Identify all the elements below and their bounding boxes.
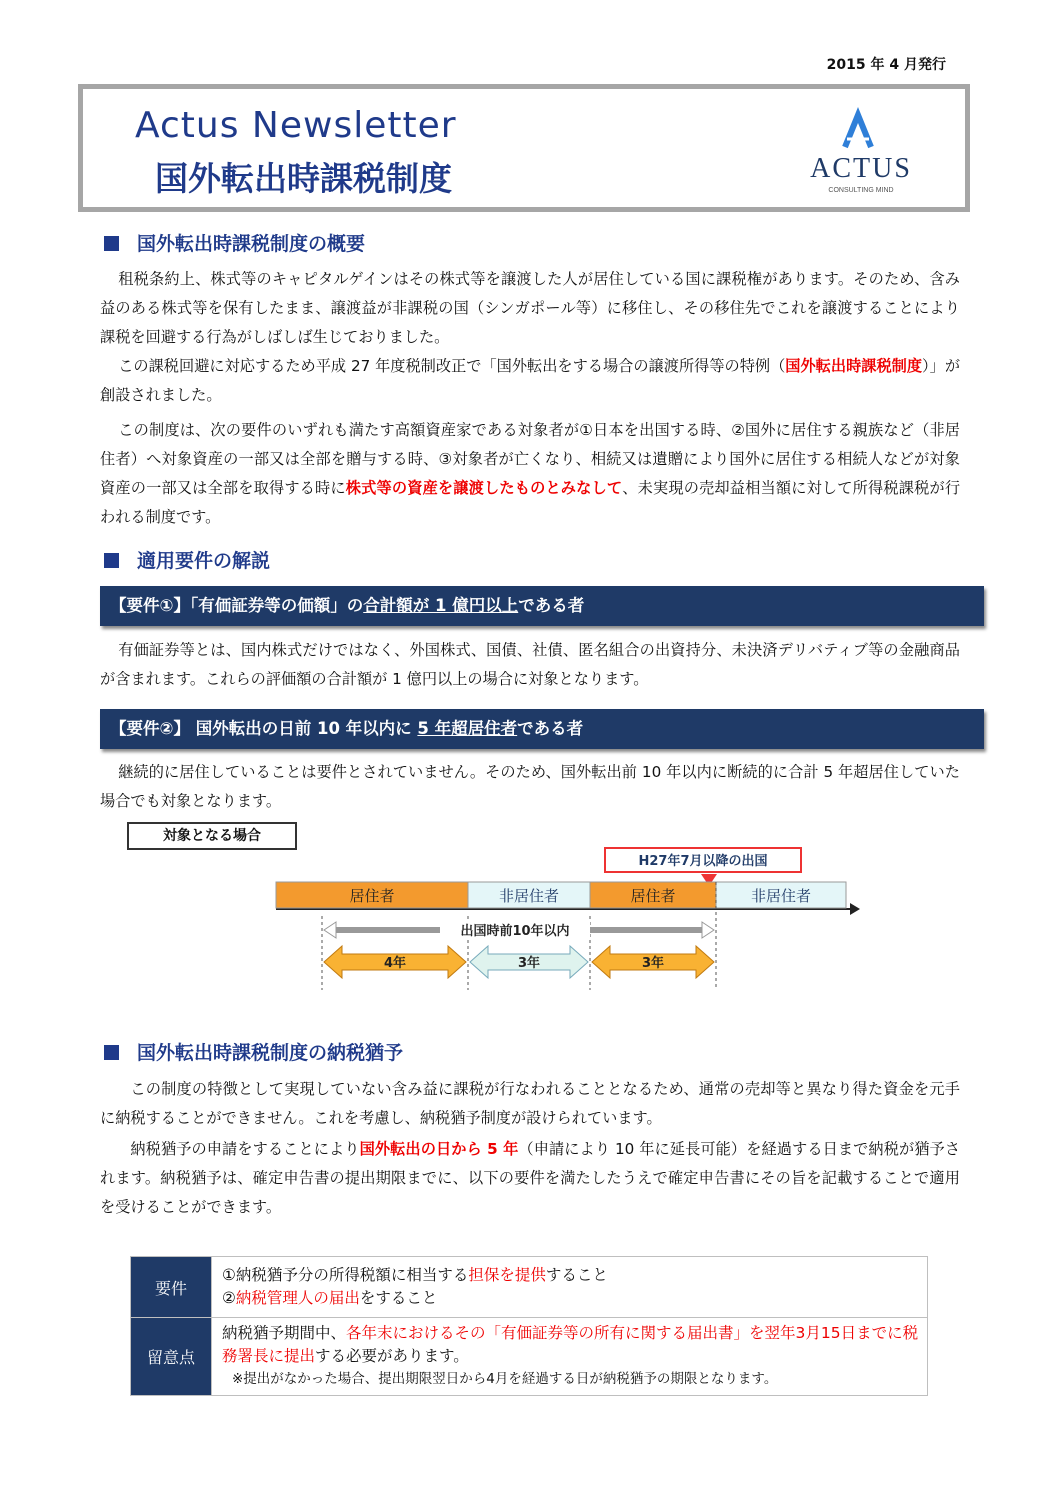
overview-paragraph-3: この制度は、次の要件のいずれも満たす高額資産家である対象者が①日本を出国する時、②国外に居住する親族など（非居住者）へ対象資産の一部又は全部を贈与する時、③対象者が亡くなり、相続又は遺贈により国外に居住する相続人などが対象資産の一部又は全部を取得する時に株式等の資産を譲渡したものとみなして、未実現の売却益相当額に対して所得税課税が行われる制度です。 [100, 421, 961, 526]
duration-label: 3年 [517, 956, 541, 971]
newsletter-subtitle: 国外転出時課税制度 [155, 159, 452, 198]
table-row [131, 1257, 928, 1318]
logo-tagline: CONSULTING MIND [828, 187, 894, 194]
span-label: 出国時前10年以内 [460, 924, 570, 939]
segment-label: 居住者 [630, 887, 676, 905]
issue-date: 2015 年 4 月発行 [826, 57, 946, 73]
row-label-notes: 留意点 [131, 1318, 212, 1396]
segment-label: 非居住者 [750, 887, 812, 905]
bullet-square-icon [104, 1045, 119, 1060]
overview-paragraph-2: この課税回避に対応するため平成 27 年度税制改正で「国外転出をする場合の譲渡所得等の特例（国外転出時課税制度）」が創設されました。 [100, 357, 961, 404]
duration-label: 3年 [641, 956, 665, 971]
case-label: 対象となる場合 [127, 822, 297, 850]
bullet-square-icon [104, 553, 119, 568]
arrow-head-icon [850, 903, 860, 915]
requirement-1-text: 有価証券等とは、国内株式だけではなく、外国株式、国債、社債、匿名組合の出資持分、未決済デリバティブ等の金融商品が含まれます。これらの評価額の合計額が 1 億円以上の場合に対象となります。 [100, 641, 960, 688]
table-row [131, 1318, 928, 1396]
deferral-requirements-table [130, 1256, 928, 1396]
section-heading-overview: 国外転出時課税制度の概要 [104, 229, 365, 256]
deferral-paragraph-2: 納税猶予の申請をすることにより国外転出の日から 5 年（申請により 10 年に延長可能）を経過する日まで納税が猶予されます。納税猶予は、確定申告書の提出期限までに、以下の要件を満たしたうえで確定申告書にその旨を記載することで適用を受けることができます。 [100, 1140, 961, 1216]
actus-logo [801, 103, 921, 195]
overview-paragraph-1: 租税条約上、株式等のキャピタルゲインはその株式等を譲渡した人が居住している国に課税権があります。そのため、含み益のある株式等を保有したまま、譲渡益が非課税の国（シンガポール等）に移住し、その移住先でこれを譲渡することにより課税を回避する行為がしばしば生じておりました。 [100, 270, 960, 346]
newsletter-title: Actus Newsletter [135, 105, 457, 146]
segment-label: 居住者 [349, 887, 395, 905]
row-label-requirements: 要件 [131, 1257, 212, 1318]
residency-timeline-diagram [270, 820, 870, 1020]
deferral-paragraph-1: この制度の特徴として実現していない含み益に課税が行なわれることとなるため、通常の売却等と異なり得た資金を元手に納税することができません。これを考慮し、納税猶予制度が設けられています。 [100, 1080, 960, 1127]
requirement-2-bar: 【要件②】 国外転出の日前 10 年以内に 5 年超居住者である者 [100, 709, 984, 749]
requirement-2-text: 継続的に居住していることは要件とされていません。そのため、国外転出前 10 年以内に断続的に合計 5 年超居住していた場合でも対象となります。 [100, 763, 960, 810]
row-content-requirements: ①納税猶予分の所得税額に相当する担保を提供すること ②納税管理人の届出をすること [212, 1257, 928, 1318]
bullet-square-icon [104, 236, 119, 251]
section-heading-requirements: 適用要件の解説 [104, 546, 270, 573]
row-content-notes: 納税猶予期間中、各年末におけるその「有価証券等の所有に関する届出書」を翌年3月15日までに税務署長に提出する必要があります。 ※提出がなかった場合、提出期限翌日から4月を経過する日が納税猶予の期限となります。 [212, 1318, 928, 1396]
duration-label: 4年 [383, 956, 407, 971]
segment-label: 非居住者 [498, 887, 560, 905]
requirement-1-bar: 【要件①】「有価証券等の価額」の合計額が 1 億円以上である者 [100, 586, 984, 626]
section-heading-deferral: 国外転出時課税制度の納税猶予 [104, 1038, 403, 1065]
callout-label: H27年7月以降の出国 [638, 854, 768, 869]
logo-text: ACTUS [810, 153, 912, 184]
header-box [78, 84, 970, 212]
